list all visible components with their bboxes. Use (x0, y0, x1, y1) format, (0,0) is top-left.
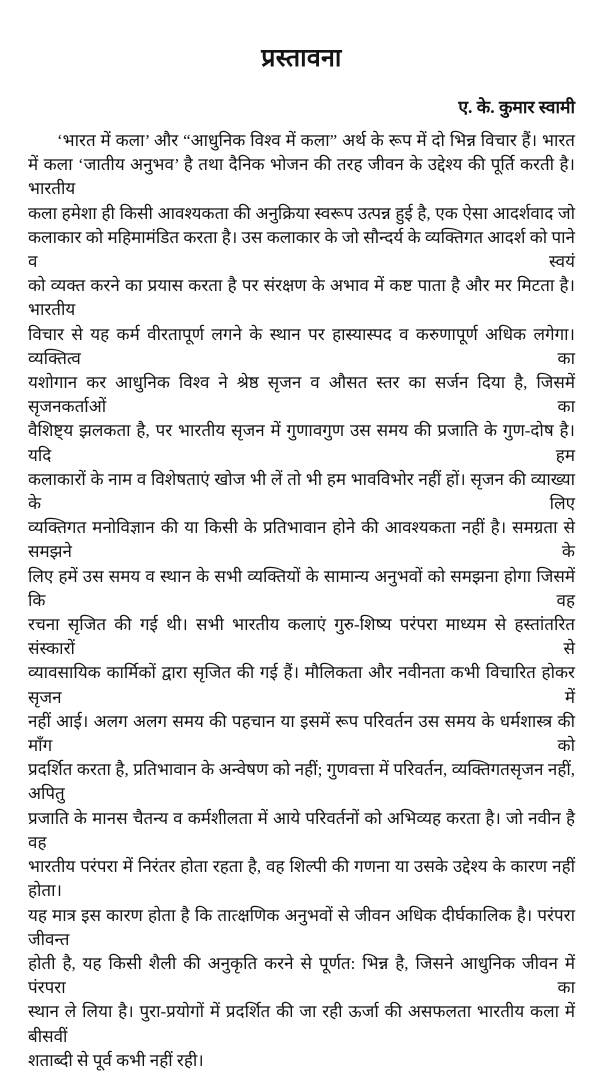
text-line: यह मात्र इस कारण होता है कि तात्क्षणिक अनुभवों से जीवन अधिक दीर्घकालिक है। परंपरा जीवन्त (28, 905, 575, 949)
text-line: प्रजाति के मानस चैतन्य व कर्मशीलता में आये परिवर्तनों को अभिव्यह करता है। जो नवीन है वह (28, 808, 575, 852)
text-line: को व्यक्त करने का प्रयास करता है पर संरक्षण के अभाव में कष्ट पाता है और मर मिटता है। भारतीय (28, 276, 575, 320)
text-line: व्यक्तिगत मनोविज्ञान की या किसी के प्रतिभावान होने की आवश्यकता नहीं है। समग्रता से समझने के (28, 518, 575, 562)
text-line: लिए हमें उस समय व स्थान के सभी व्यक्तियों के सामान्य अनुभवों को समझना होगा जिसमें कि वह (28, 566, 575, 610)
author-name: ए. के. कुमार स्वामी (458, 97, 575, 117)
text-line: कला हमेशा ही किसी आवश्यकता की अनुक्रिया स्वरूप उत्पन्न हुई है, एक ऐसा आदर्शवाद जो (28, 203, 575, 223)
text-line: भारतीय परंपरा में निरंतर होता रहता है, वह शिल्पी की गणना या उसके उद्देश्य के कारण नहीं होता। (28, 857, 575, 901)
text-line: यशोगान कर आधुनिक विश्व ने श्रेष्ठ सृजन व औसत स्तर का सर्जन दिया है, जिसमें सृजनकर्ताओं का (28, 373, 575, 417)
text-line: वैशिष्ट्य झलकता है, पर भारतीय सृजन में गुणावगुण उस समय की प्रजाति के गुण-दोष है। यदि हम (28, 421, 575, 465)
paragraph (28, 129, 575, 1073)
text-line: शताब्दी से पूर्व कभी नहीं रही। (28, 1050, 204, 1070)
text-line: स्थान ले लिया है। पुरा-प्रयोगों में प्रदर्शित की जा रही ऊर्जा की असफलता भारतीय कला में बीसवीं (28, 1002, 575, 1046)
text-line: रचना सृजित की गई थी। सभी भारतीय कलाएं गुरु-शिष्य परंपरा माध्यम से हस्तांतरित संस्कारों से (28, 615, 575, 659)
text-line: व्यावसायिक कार्मिकों द्वारा सृजित की गई हैं। मौलिकता और नवीनता कभी विचारित होकर सृजन में (28, 663, 575, 707)
page-title: प्रस्तावना (261, 45, 342, 72)
text-line: में कला ‘जातीय अनुभव’ है तथा दैनिक भोजन की तरह जीवन के उद्देश्य की पूर्ति करती है। भारतीय (28, 155, 575, 199)
text-line: कलाकारों के नाम व विशेषताएं खोज भी लें तो भी हम भावविभोर नहीं हों। सृजन की व्याख्या के लिए (28, 469, 575, 514)
text-line: ‘भारत में कला’ और “आधुनिक विश्व में कला” अर्थ के रूप में दो भिन्न विचार हैं। भारत (57, 131, 575, 150)
text-line: कलाकार को महिमामंडित करता है। उस कलाकार के जो सौन्दर्य के व्यक्तिगत आदर्श को पाने व स्वयं (28, 227, 575, 272)
text-line: नहीं आई। अलग अलग समय की पहचान या इसमें रूप परिवर्तन उस समय के धर्मशास्त्र की माँग को (28, 711, 575, 756)
text-line: विचार से यह कर्म वीरतापूर्ण लगने के स्थान पर हास्यास्पद व करुणापूर्ण अधिक लगेगा। व्यक्तित्व का (28, 324, 575, 368)
text-line: प्रदर्शित करता है, प्रतिभावान के अन्वेषण को नहीं; गुणवत्ता में परिवर्तन, व्यक्तिगतसृजन नहीं, अपितु (28, 760, 575, 804)
text-line: होती है, यह किसी शैली की अनुकृति करने से पूर्णत: भिन्न है, जिसने आधुनिक जीवन में पंरपरा का (28, 953, 575, 998)
